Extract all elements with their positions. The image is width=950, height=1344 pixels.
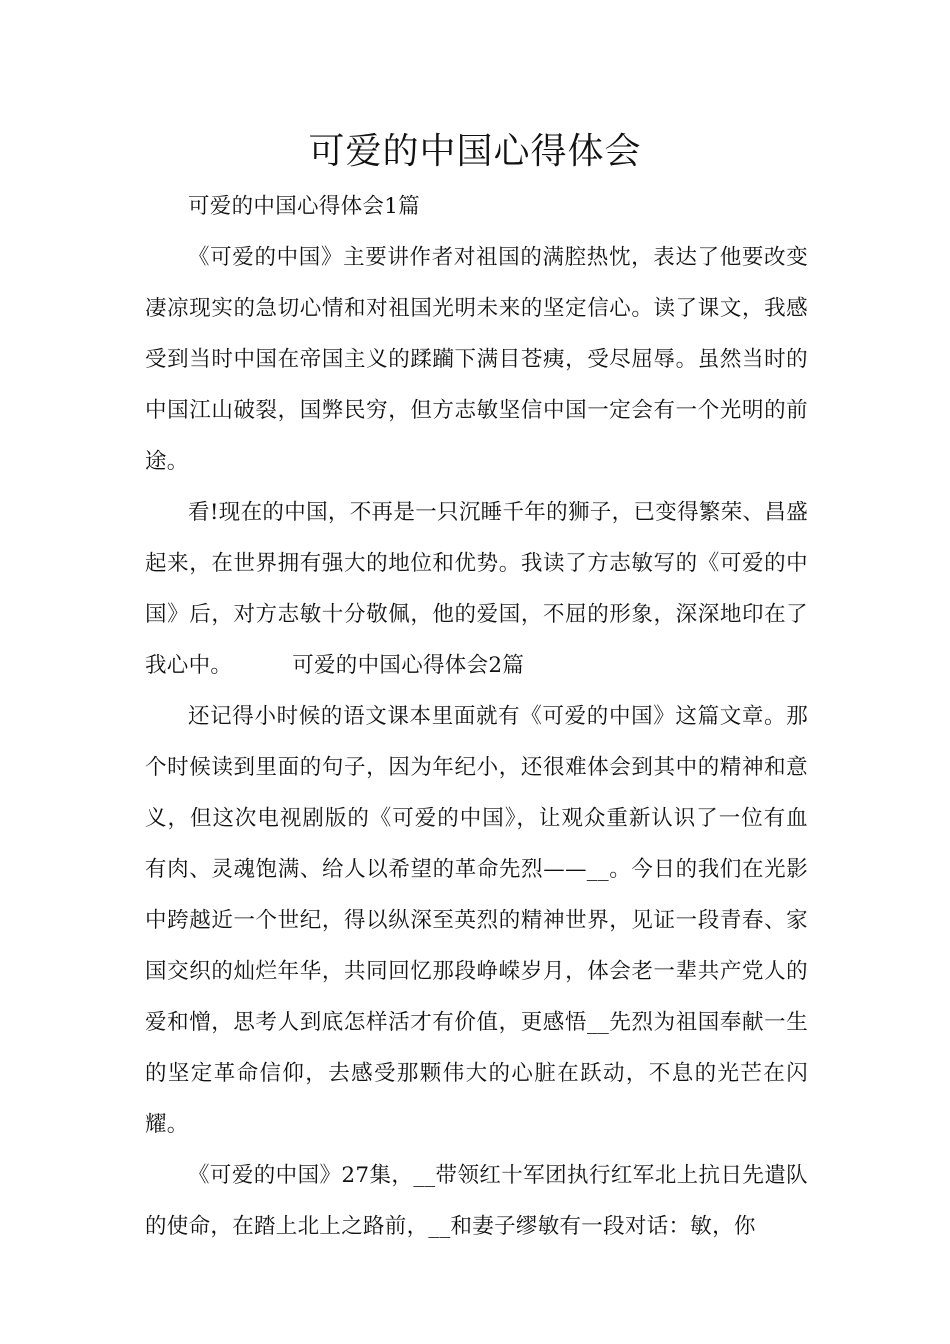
paragraph: 《可爱的中国》27集，__带领红十军团执行红军北上抗日先遣队的使命，在踏上北上之路前，__和妻子缪敏有一段对话：敏，你 [145, 1163, 808, 1239]
paragraph-text: 看!现在的中国，不再是一只沉睡千年的狮子，已变得繁荣、昌盛起来，在世界拥有强大的地位和优势。我读了方志敏写的《可爱的中国》后，对方志敏十分敬佩，他的爱国，不屈的形象，深深地印在了我心中。 [145, 500, 808, 678]
paragraph: 《可爱的中国》主要讲作者对祖国的满腔热忱，表达了他要改变凄凉现实的急切心情和对祖国光明未来的坚定信心。读了课文，我感受到当时中国在帝国主义的蹂躏下满目苍痍，受尽屈辱。虽然当时的中国江山破裂，国弊民穷，但方志敏坚信中国一定会有一个光明的前途。 [145, 245, 808, 474]
document-title: 可爱的中国心得体会 [308, 131, 642, 172]
paragraph-with-inline-heading [145, 487, 808, 691]
document-body [145, 181, 808, 1252]
section-1-heading: 可爱的中国心得体会1篇 [188, 194, 420, 219]
section-2-heading: 可爱的中国心得体会2篇 [292, 653, 525, 678]
paragraph: 还记得小时候的语文课本里面就有《可爱的中国》这篇文章。那个时候读到里面的句子，因为年纪小，还很难体会到其中的精神和意义，但这次电视剧版的《可爱的中国》，让观众重新认识了一位有血有肉、灵魂饱满、给人以希望的革命先烈——__。今日的我们在光影中跨越近一个世纪，得以纵深至英烈的精神世界，见证一段青春、家国交织的灿烂年华，共同回忆那段峥嵘岁月，体会老一辈共产党人的爱和憎，思考人到底怎样活才有价值，更感悟__先烈为祖国奉献一生的坚定革命信仰，去感受那颗伟大的心脏在跃动，不息的光芒在闪耀。 [145, 704, 808, 1137]
